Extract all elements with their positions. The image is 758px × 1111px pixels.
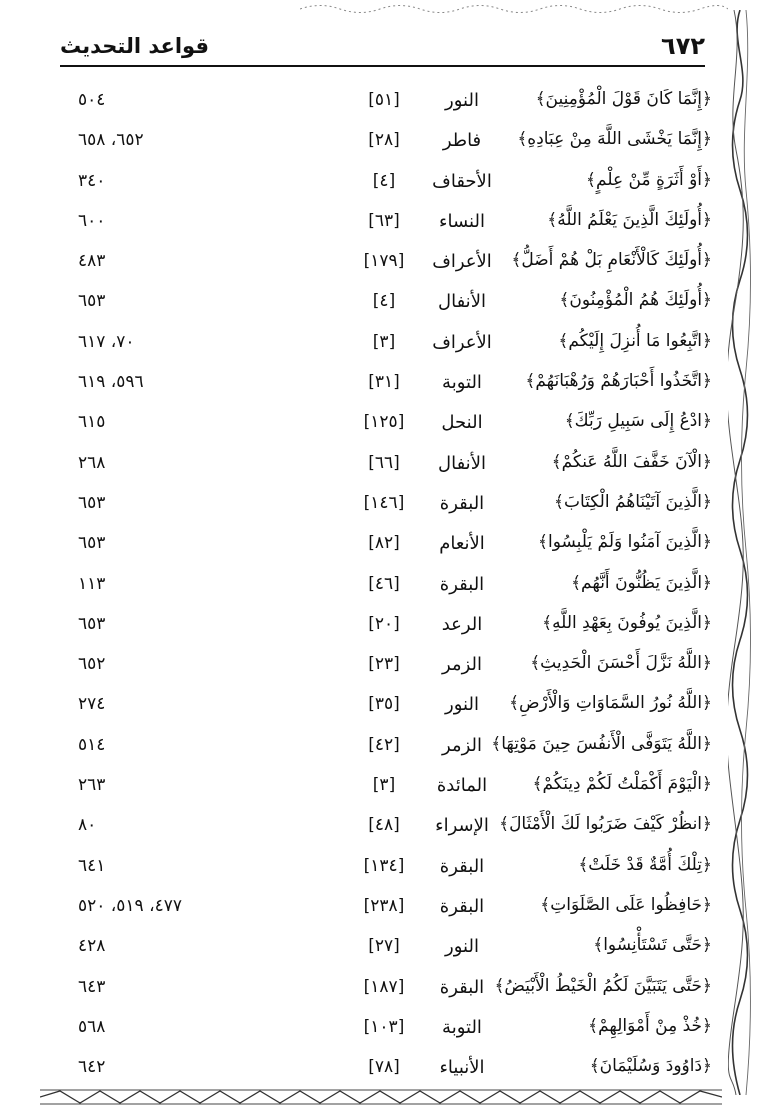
surah-name: النحل	[441, 412, 483, 434]
page-references: ٥٦٨	[78, 1016, 106, 1037]
index-row	[60, 406, 712, 446]
index-row	[60, 769, 712, 809]
surah-name: البقرة	[439, 976, 485, 998]
surah-name: الزمر	[442, 654, 482, 676]
ayah-number: [٢٠]	[368, 613, 400, 634]
page-references: ٣٤٠	[78, 170, 106, 191]
surah-name: الأنفال	[438, 291, 486, 313]
surah-name: النساء	[439, 210, 485, 232]
index-row	[60, 729, 712, 769]
index-row	[60, 688, 712, 728]
page-references: ٦٤١	[78, 855, 106, 876]
page-references: ٦٥٢	[78, 654, 106, 675]
index-row	[60, 850, 712, 890]
verse-text: ﴿ادْعُ إِلَى سَبِيلِ رَبِّكَ﴾	[564, 411, 712, 432]
verse-text: ﴿الَّذِينَ يَظُنُّونَ أَنَّهُم﴾	[571, 572, 712, 593]
verse-text: ﴿أَوْ أَثَرَةٍ مِّنْ عِلْمٍ﴾	[586, 169, 712, 190]
page-references: ٤٨٣	[78, 251, 106, 272]
index-row	[60, 245, 712, 285]
ayah-number: [١٢٥]	[363, 412, 405, 433]
verse-text: ﴿اللَّهُ يَتَوَفَّى الْأَنفُسَ حِينَ مَوْتِهَا﴾	[491, 733, 712, 754]
surah-name: فاطر	[442, 130, 482, 152]
ayah-number: [١٤٦]	[363, 492, 405, 513]
page-header	[60, 30, 705, 64]
index-row	[60, 165, 712, 205]
page-references: ٥٩٦، ٦١٩	[78, 372, 144, 393]
verse-text: ﴿اللَّهُ نُورُ السَّمَاوَاتِ وَالْأَرْضِ﴾	[509, 693, 712, 714]
index-row	[60, 648, 712, 688]
verse-text: ﴿أُولَئِكَ هُمُ الْمُؤْمِنُونَ﴾	[559, 290, 712, 311]
ayah-number: [٤٢]	[368, 734, 400, 755]
surah-name: الإسراء	[435, 815, 489, 837]
surah-name: التوبة	[442, 372, 482, 394]
ayah-number: [١٣٤]	[363, 855, 405, 876]
surah-name: النور	[445, 694, 479, 716]
index-row	[60, 1011, 712, 1051]
page-references: ٥٠٤	[78, 90, 106, 110]
surah-name: الأحقاف	[432, 170, 492, 192]
surah-name: الرعد	[441, 613, 483, 635]
ayah-number: [٤]	[372, 170, 396, 191]
surah-name: البقرة	[439, 895, 485, 917]
verse-text: ﴿حَتَّى تَسْتَأْنِسُوا﴾	[593, 935, 712, 956]
surah-name: النور	[445, 90, 479, 111]
surah-name: الأنفال	[438, 452, 486, 474]
index-row	[60, 930, 712, 970]
ayah-number: [٢٣]	[368, 654, 400, 675]
surah-name: البقرة	[439, 492, 485, 514]
surah-name: الزمر	[442, 734, 482, 756]
ayah-number: [٦٣]	[368, 210, 400, 231]
running-title: قواعد التحديث	[60, 34, 209, 58]
page-references: ٧٠، ٦١٧	[78, 331, 135, 352]
ayah-number: [٢٧]	[368, 936, 400, 957]
page-references: ٦١٥	[78, 412, 106, 433]
ayah-number: [٦٦]	[368, 452, 400, 473]
ayah-number: [٤٨]	[368, 815, 400, 836]
page-references: ٦٠٠	[78, 210, 106, 231]
verse-text: ﴿إِنَّمَا يَخْشَى اللَّهَ مِنْ عِبَادِهِ﴾	[517, 129, 712, 150]
ayah-number: [٥١]	[368, 90, 400, 110]
index-row	[60, 527, 712, 567]
top-ornament	[300, 2, 728, 16]
verse-index-list	[60, 84, 712, 1091]
surah-name: البقرة	[439, 573, 485, 595]
ayah-number: [٤]	[372, 291, 396, 312]
ayah-number: [١٠٣]	[363, 1016, 405, 1037]
index-row	[60, 326, 712, 366]
ayah-number: [٨٢]	[368, 533, 400, 554]
index-row	[60, 447, 712, 487]
page-references: ٥١٤	[78, 734, 106, 755]
page-references: ٢٦٣	[78, 775, 106, 796]
surah-name: الأنعام	[439, 533, 485, 555]
surah-name: الأنبياء	[439, 1057, 485, 1079]
surah-name: الأعراف	[432, 331, 492, 353]
surah-name: الأعراف	[432, 251, 492, 273]
ayah-number: [٣١]	[368, 372, 400, 393]
header-rule	[60, 65, 705, 67]
right-ornamental-border	[728, 10, 752, 1095]
verse-text: ﴿الَّذِينَ يُوفُونَ بِعَهْدِ اللَّهِ﴾	[542, 612, 712, 633]
verse-text: ﴿حَافِظُوا عَلَى الصَّلَوَاتِ﴾	[540, 894, 712, 915]
verse-text: ﴿اللَّهُ نَزَّلَ أَحْسَنَ الْحَدِيثِ﴾	[530, 653, 712, 674]
ayah-number: [١٨٧]	[363, 976, 405, 997]
index-row	[60, 84, 712, 124]
page-references: ٦٥٣	[78, 533, 106, 554]
page-references: ٦٥٣	[78, 291, 106, 312]
surah-name: المائدة	[436, 775, 488, 797]
index-row	[60, 971, 712, 1011]
ayah-number: [٧٨]	[368, 1057, 400, 1078]
verse-text: ﴿اتَّبِعُوا مَا أُنزِلَ إِلَيْكُم﴾	[558, 330, 712, 351]
page-references: ٤٧٧، ٥١٩، ٥٢٠	[78, 895, 182, 916]
index-row	[60, 608, 712, 648]
index-row	[60, 890, 712, 930]
page-references: ١١٣	[78, 573, 106, 594]
surah-name: التوبة	[442, 1016, 482, 1038]
ayah-number: [٣]	[372, 331, 396, 352]
surah-name: النور	[445, 936, 479, 958]
index-row	[60, 205, 712, 245]
ayah-number: [٣٥]	[368, 694, 400, 715]
ayah-number: [٤٦]	[368, 573, 400, 594]
page-references: ٤٢٨	[78, 936, 106, 957]
page-references: ٦٤٣	[78, 976, 106, 997]
page-references: ٨٠	[78, 815, 97, 836]
surah-name: البقرة	[439, 855, 485, 877]
page-references: ٦٥٣	[78, 613, 106, 634]
page-references: ٦٥٣	[78, 492, 106, 513]
ayah-number: [١٧٩]	[363, 251, 405, 272]
page-references: ٢٦٨	[78, 452, 106, 473]
index-row	[60, 568, 712, 608]
page-references: ٢٧٤	[78, 694, 106, 715]
index-row	[60, 487, 712, 527]
verse-text: ﴿خُذْ مِنْ أَمْوَالِهِمْ﴾	[588, 1015, 712, 1036]
index-row	[60, 366, 712, 406]
verse-text: ﴿دَاوُودَ وَسُلَيْمَانَ﴾	[589, 1056, 712, 1077]
verse-text: ﴿الَّذِينَ آمَنُوا وَلَمْ يَلْبِسُوا﴾	[538, 532, 712, 553]
verse-text: ﴿إِنَّمَا كَانَ قَوْلَ الْمُؤْمِنِينَ﴾	[535, 89, 712, 109]
index-row	[60, 124, 712, 164]
verse-text: ﴿تِلْكَ أُمَّةٌ قَدْ خَلَتْ﴾	[578, 854, 712, 875]
page-references: ٦٤٢	[78, 1057, 106, 1078]
verse-text: ﴿الَّذِينَ آتَيْنَاهُمُ الْكِتَابَ﴾	[553, 491, 712, 512]
index-row	[60, 285, 712, 325]
index-row	[60, 1051, 712, 1091]
verse-text: ﴿أُولَئِكَ كَالْأَنْعَامِ بَلْ هُمْ أَضَلُّ﴾	[511, 250, 712, 271]
page-references: ٦٥٢، ٦٥٨	[78, 130, 144, 151]
verse-text: ﴿اتَّخَذُوا أَحْبَارَهُمْ وَرُهْبَانَهُمْ﴾	[525, 371, 712, 392]
verse-text: ﴿الْيَوْمَ أَكْمَلْتُ لَكُمْ دِينَكُمْ﴾	[532, 774, 712, 795]
ayah-number: [٣]	[372, 775, 396, 796]
ayah-number: [٢٣٨]	[363, 895, 405, 916]
verse-text: ﴿الْآنَ خَفَّفَ اللَّهُ عَنكُمْ﴾	[551, 451, 712, 472]
verse-text: ﴿حَتَّى يَتَبَيَّنَ لَكُمُ الْخَيْطُ الْأَبْيَضُ﴾	[494, 975, 712, 996]
verse-text: ﴿انظُرْ كَيْفَ ضَرَبُوا لَكَ الْأَمْثَالَ﴾	[499, 814, 712, 835]
verse-text: ﴿أُولَئِكَ الَّذِينَ يَعْلَمُ اللَّهُ﴾	[547, 209, 712, 230]
ayah-number: [٢٨]	[368, 130, 400, 151]
index-row	[60, 809, 712, 849]
page-number: ٦٧٢	[661, 32, 705, 60]
